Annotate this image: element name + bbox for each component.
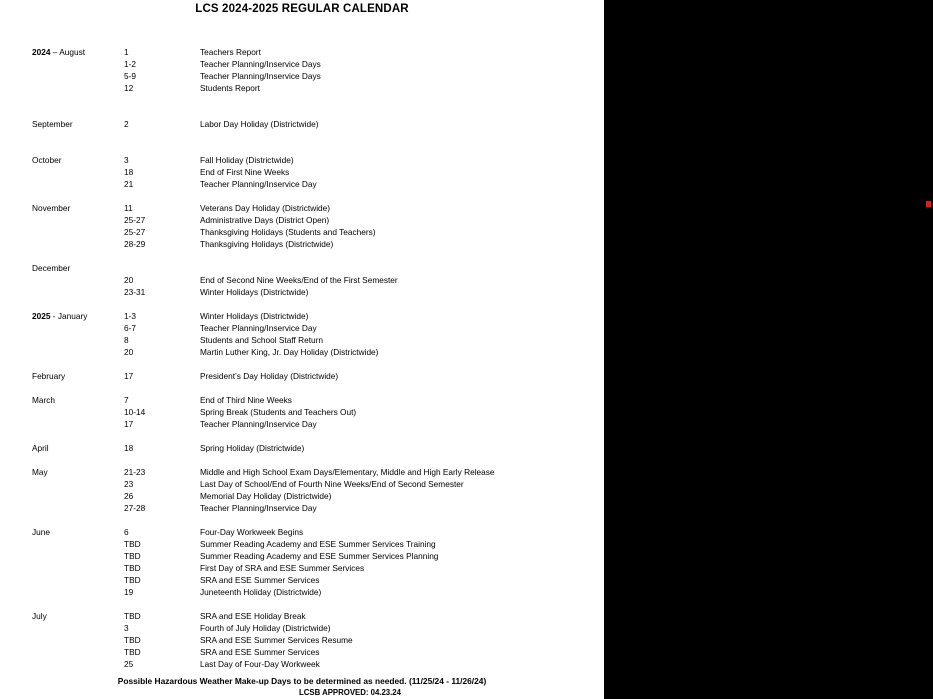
event-days: 17 xyxy=(124,419,134,429)
event-days: 8 xyxy=(124,335,129,345)
event-days: 25-27 xyxy=(124,215,146,225)
event-days: 27-28 xyxy=(124,503,146,513)
month-name: April xyxy=(32,443,49,453)
calendar-row xyxy=(0,238,604,250)
month-spacer xyxy=(0,94,604,118)
year-month-separator: - xyxy=(50,311,58,321)
month-block xyxy=(0,394,604,430)
calendar-row xyxy=(0,442,604,454)
event-days: 21 xyxy=(124,179,134,189)
event-description: SRA and ESE Summer Services xyxy=(200,575,320,585)
event-description: Teacher Planning/Inservice Days xyxy=(200,59,321,69)
event-description: SRA and ESE Summer Services Resume xyxy=(200,635,353,645)
event-description: Summer Reading Academy and ESE Summer Services Training xyxy=(200,539,436,549)
calendar-row xyxy=(0,586,604,598)
cursor-dot xyxy=(926,201,931,207)
calendar-row xyxy=(0,46,604,58)
event-days: TBD xyxy=(124,611,141,621)
event-days: TBD xyxy=(124,635,141,645)
event-days: 21-23 xyxy=(124,467,146,477)
calendar-row xyxy=(0,286,604,298)
month-spacer xyxy=(0,514,604,526)
month-spacer xyxy=(0,190,604,202)
month-label xyxy=(32,526,124,538)
month-label xyxy=(32,394,124,406)
month-spacer xyxy=(0,430,604,442)
event-description: Spring Break (Students and Teachers Out) xyxy=(200,407,357,417)
event-days: 26 xyxy=(124,491,134,501)
month-name: January xyxy=(57,311,88,321)
event-description: End of First Nine Weeks xyxy=(200,167,290,177)
event-days: TBD xyxy=(124,563,141,573)
calendar-row xyxy=(0,178,604,190)
month-name: July xyxy=(32,611,47,621)
event-description: Teacher Planning/Inservice Day xyxy=(200,419,317,429)
event-description: Last Day of Four-Day Workweek xyxy=(200,659,320,669)
calendar-row xyxy=(0,610,604,622)
event-days: TBD xyxy=(124,551,141,561)
calendar-row xyxy=(0,70,604,82)
month-label xyxy=(32,202,124,214)
event-days: 1-3 xyxy=(124,311,136,321)
calendar-row xyxy=(0,262,604,274)
month-block xyxy=(0,154,604,190)
event-description: Winter Holidays (Districtwide) xyxy=(200,311,309,321)
calendar-row xyxy=(0,82,604,94)
event-days: 23 xyxy=(124,479,134,489)
month-label xyxy=(32,310,124,322)
event-description: SRA and ESE Summer Services xyxy=(200,647,320,657)
month-block xyxy=(0,118,604,130)
calendar-row xyxy=(0,274,604,286)
month-name: February xyxy=(32,371,66,381)
event-days: 17 xyxy=(124,371,134,381)
calendar-row xyxy=(0,538,604,550)
month-spacer xyxy=(0,382,604,394)
event-description: Winter Holidays (Districtwide) xyxy=(200,287,309,297)
event-days: 1 xyxy=(124,47,129,57)
event-days: TBD xyxy=(124,575,141,585)
month-name: August xyxy=(59,47,86,57)
footer-approval-stamp: LCSB APPROVED: 04.23.24 xyxy=(299,688,401,697)
month-label xyxy=(32,466,124,478)
event-description: Last Day of School/End of Fourth Nine Weeks/End of Second Semester xyxy=(200,479,464,489)
event-days: 10-14 xyxy=(124,407,146,417)
event-description: Juneteenth Holiday (Districtwide) xyxy=(200,587,322,597)
event-days: 25 xyxy=(124,659,134,669)
calendar-row xyxy=(0,154,604,166)
month-spacer xyxy=(0,298,604,310)
month-spacer xyxy=(0,250,604,262)
event-description: Teachers Report xyxy=(200,47,261,57)
calendar-row xyxy=(0,118,604,130)
event-days: 20 xyxy=(124,275,134,285)
event-days: 3 xyxy=(124,155,129,165)
event-description: Summer Reading Academy and ESE Summer Services Planning xyxy=(200,551,439,561)
calendar-row xyxy=(0,214,604,226)
event-description: Students and School Staff Return xyxy=(200,335,323,345)
month-label xyxy=(32,442,124,454)
month-name: October xyxy=(32,155,62,165)
month-block xyxy=(0,370,604,382)
calendar-row xyxy=(0,502,604,514)
event-days: 23-31 xyxy=(124,287,146,297)
calendar-row xyxy=(0,574,604,586)
event-days: 7 xyxy=(124,395,129,405)
event-description: Martin Luther King, Jr. Day Holiday (Districtwide) xyxy=(200,347,379,357)
month-spacer xyxy=(0,598,604,610)
event-days: 19 xyxy=(124,587,134,597)
calendar-row xyxy=(0,658,604,670)
month-label xyxy=(32,118,124,130)
month-label xyxy=(32,370,124,382)
event-description: Teacher Planning/Inservice Days xyxy=(200,71,321,81)
month-label xyxy=(32,46,124,58)
cursor-marker-icon xyxy=(926,201,931,207)
month-name: May xyxy=(32,467,48,477)
calendar-row xyxy=(0,550,604,562)
month-name: December xyxy=(32,263,71,273)
calendar-row xyxy=(0,370,604,382)
event-description: Thanksgiving Holidays (Students and Teachers) xyxy=(200,227,376,237)
calendar-row xyxy=(0,622,604,634)
month-name: November xyxy=(32,203,71,213)
event-description: End of Second Nine Weeks/End of the First Semester xyxy=(200,275,398,285)
calendar-row xyxy=(0,466,604,478)
page-title: LCS 2024-2025 REGULAR CALENDAR xyxy=(195,3,409,15)
calendar-row xyxy=(0,562,604,574)
calendar-row xyxy=(0,646,604,658)
event-description: Administrative Days (District Open) xyxy=(200,215,330,225)
calendar-row xyxy=(0,310,604,322)
month-block xyxy=(0,610,604,670)
event-days: 18 xyxy=(124,167,134,177)
calendar-row xyxy=(0,478,604,490)
event-days: 11 xyxy=(124,203,133,213)
month-label xyxy=(32,610,124,622)
event-days: TBD xyxy=(124,539,141,549)
event-days: 5-9 xyxy=(124,71,136,81)
month-block xyxy=(0,526,604,598)
calendar-row xyxy=(0,490,604,502)
event-days: 12 xyxy=(124,83,134,93)
event-description: Fourth of July Holiday (Districtwide) xyxy=(200,623,331,633)
month-block xyxy=(0,310,604,358)
month-block xyxy=(0,202,604,250)
footer-hazardous-weather-note: Possible Hazardous Weather Make-up Days to be determined as needed. (11/25/24 - 11/26/24) xyxy=(117,676,487,686)
event-description: Veterans Day Holiday (Districtwide) xyxy=(200,203,331,213)
month-block xyxy=(0,442,604,454)
event-days: TBD xyxy=(124,647,141,657)
calendar-row xyxy=(0,418,604,430)
event-days: 2 xyxy=(124,119,129,129)
event-days: 28-29 xyxy=(124,239,146,249)
event-description: Memorial Day Holiday (Districtwide) xyxy=(200,491,332,501)
calendar-row xyxy=(0,334,604,346)
month-name: March xyxy=(32,395,56,405)
event-description: Four-Day Workweek Begins xyxy=(200,527,304,537)
calendar-row xyxy=(0,202,604,214)
month-label xyxy=(32,262,124,274)
event-description: Spring Holiday (Districtwide) xyxy=(200,443,305,453)
calendar-row xyxy=(0,226,604,238)
calendar-row xyxy=(0,166,604,178)
event-description: Middle and High School Exam Days/Elementary, Middle and High Early Release xyxy=(200,467,495,477)
event-description: Thanksgiving Holidays (Districtwide) xyxy=(200,239,334,249)
event-description: Teacher Planning/Inservice Day xyxy=(200,323,317,333)
event-days: 1-2 xyxy=(124,59,136,69)
event-description: Fall Holiday (Districtwide) xyxy=(200,155,294,165)
calendar-row xyxy=(0,634,604,646)
month-block xyxy=(0,466,604,514)
month-spacer xyxy=(0,358,604,370)
year-label: 2024 xyxy=(32,47,51,57)
event-days: 25-27 xyxy=(124,227,146,237)
event-description: President’s Day Holiday (Districtwide) xyxy=(200,371,339,381)
month-block xyxy=(0,46,604,94)
event-description: SRA and ESE Holiday Break xyxy=(200,611,306,621)
calendar-list xyxy=(0,46,604,670)
calendar-row xyxy=(0,394,604,406)
year-month-separator: – xyxy=(50,47,60,57)
event-days: 6-7 xyxy=(124,323,136,333)
event-days: 3 xyxy=(124,623,129,633)
event-description: First Day of SRA and ESE Summer Services xyxy=(200,563,365,573)
event-description: Labor Day Holiday (Districtwide) xyxy=(200,119,319,129)
event-description: End of Third Nine Weeks xyxy=(200,395,292,405)
event-description: Teacher Planning/Inservice Day xyxy=(200,503,317,513)
month-spacer xyxy=(0,130,604,154)
event-days: 20 xyxy=(124,347,134,357)
event-description: Students Report xyxy=(200,83,260,93)
month-spacer xyxy=(0,454,604,466)
calendar-row xyxy=(0,58,604,70)
event-days: 18 xyxy=(124,443,134,453)
calendar-row xyxy=(0,322,604,334)
calendar-row xyxy=(0,526,604,538)
calendar-row xyxy=(0,346,604,358)
calendar-row xyxy=(0,406,604,418)
month-name: June xyxy=(32,527,50,537)
month-block xyxy=(0,262,604,298)
month-label xyxy=(32,154,124,166)
event-days: 6 xyxy=(124,527,129,537)
month-name: September xyxy=(32,119,73,129)
event-description: Teacher Planning/Inservice Day xyxy=(200,179,317,189)
year-label: 2025 xyxy=(32,311,51,321)
